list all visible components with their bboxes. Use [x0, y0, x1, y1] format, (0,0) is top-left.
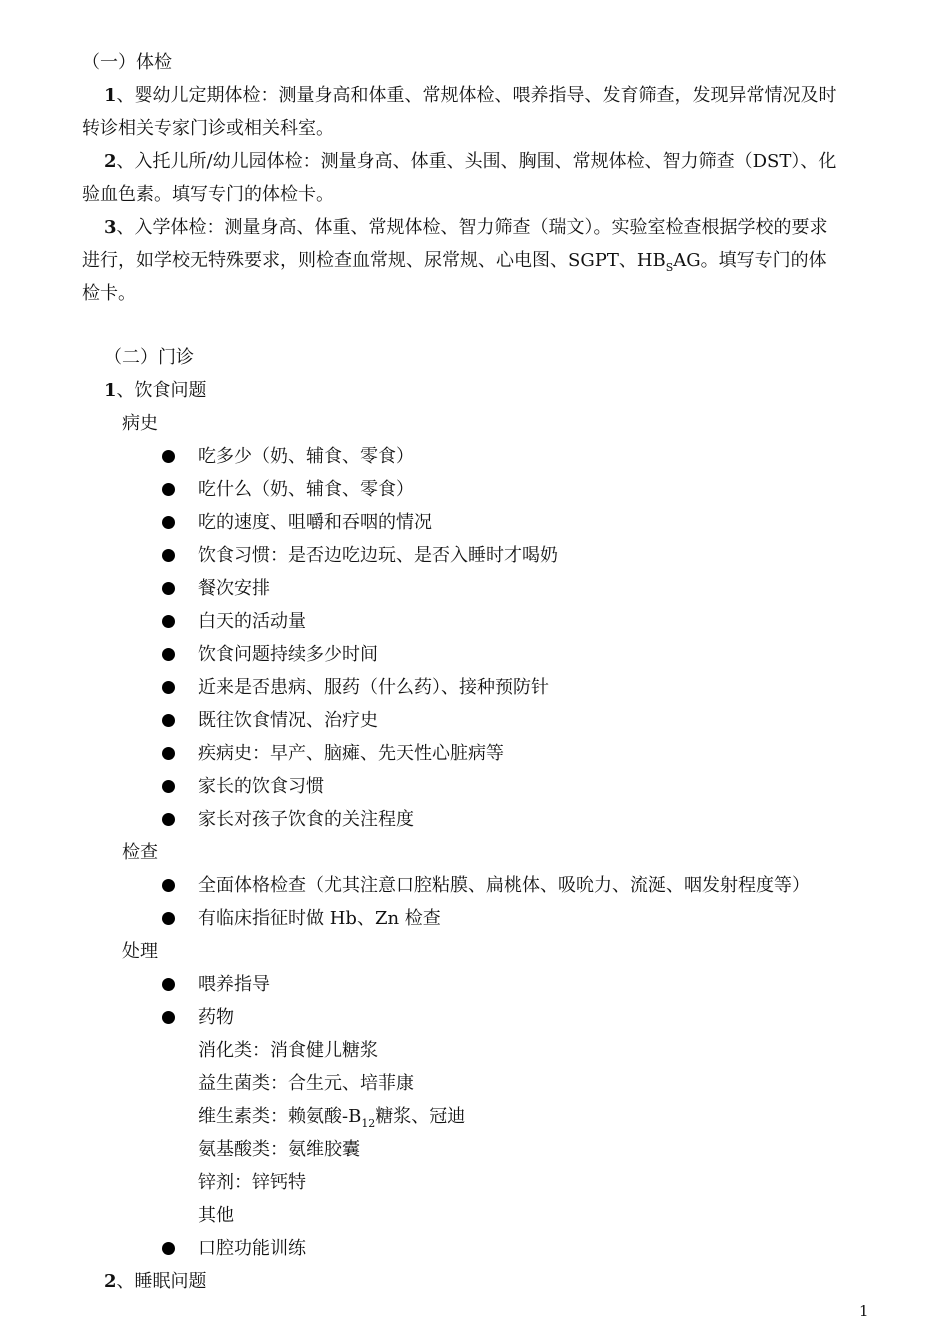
list-item: 餐次安排 [198, 578, 270, 599]
bullet-icon [162, 648, 175, 661]
treat-label: 处理 [122, 941, 158, 962]
bullet-icon [162, 516, 175, 529]
bullet-icon [162, 780, 175, 793]
bullet-icon [162, 549, 175, 562]
list-item: 饮食习惯：是否边吃边玩、是否入睡时才喝奶 [198, 545, 558, 566]
section2-item2-title: 2、睡眠问题 [104, 1271, 207, 1292]
list-item: 饮食问题持续多少时间 [198, 644, 378, 665]
list-item: 白天的活动量 [198, 611, 306, 632]
bullet-icon [162, 1011, 175, 1024]
list-item: 吃什么（奶、辅食、零食） [198, 479, 414, 500]
history-label: 病史 [122, 413, 158, 434]
bullet-icon [162, 714, 175, 727]
bullet-icon [162, 747, 175, 760]
list-item: 吃的速度、咀嚼和吞咽的情况 [198, 512, 432, 533]
exam-label: 检查 [122, 842, 158, 863]
list-item: 喂养指导 [198, 974, 270, 995]
drug-other: 其他 [198, 1205, 234, 1226]
drug-digestive: 消化类：消食健儿糖浆 [198, 1040, 378, 1061]
bullet-icon [162, 450, 175, 463]
list-item: 近来是否患病、服药（什么药）、接种预防针 [198, 677, 549, 698]
section2-heading: （二）门诊 [104, 347, 194, 368]
bullet-icon [162, 879, 175, 892]
section1-item3-line2: 进行，如学校无特殊要求，则检查血常规、尿常规、心电图、SGPT、$HB_SAG$。填写专门的体 [82, 250, 827, 274]
section1-item3-line3: 检卡。 [82, 283, 136, 304]
section2-item1-title: 1、饮食问题 [104, 380, 207, 401]
bullet-icon [162, 978, 175, 991]
section1-item2-line1: 2、入托儿所/幼儿园体检：测量身高、体重、头围、胸围、常规体检、智力筛查（DST）、化 [104, 151, 837, 172]
list-item: 疾病史：早产、脑瘫、先天性心脏病等 [198, 743, 504, 764]
list-item: 既往饮食情况、治疗史 [198, 710, 378, 731]
bullet-icon [162, 615, 175, 628]
bullet-icon [162, 813, 175, 826]
list-item: 有临床指征时做 Hb、Zn 检查 [198, 908, 441, 929]
bullet-icon [162, 1242, 175, 1255]
section1-item2-line2: 验血色素。填写专门的体检卡。 [82, 184, 334, 205]
section1-item3-line1: 3、入学体检：测量身高、体重、常规体检、智力筛查（瑞文）。实验室检查根据学校的要求 [104, 217, 828, 238]
section1-heading: （一）体检 [82, 52, 172, 73]
drug-zinc: 锌剂：锌钙特 [198, 1172, 306, 1193]
drug-probiotic: 益生菌类：合生元、培菲康 [198, 1073, 414, 1094]
list-item: 吃多少（奶、辅食、零食） [198, 446, 414, 467]
bullet-icon [162, 912, 175, 925]
section1-item1-line1: 1、婴幼儿定期体检：测量身高和体重、常规体检、喂养指导、发育筛查，发现异常情况及时 [104, 85, 837, 106]
drug-amino: 氨基酸类：氨维胶囊 [198, 1139, 360, 1160]
bullet-icon [162, 483, 175, 496]
drug-vitamin: 维生素类：赖氨酸$-B_{12}$糖浆、冠迪 [198, 1106, 466, 1130]
list-item: 家长对孩子饮食的关注程度 [198, 809, 414, 830]
bullet-icon [162, 582, 175, 595]
oral-training-item: 口腔功能训练 [198, 1238, 306, 1259]
section1-item1-line2: 转诊相关专家门诊或相关科室。 [82, 118, 334, 139]
bullet-icon [162, 681, 175, 694]
list-item: 药物 [198, 1007, 234, 1028]
page-number: 1 [859, 1302, 869, 1320]
list-item: 全面体格检查（尤其注意口腔粘膜、扁桃体、吸吮力、流涎、咽发射程度等） [198, 875, 810, 896]
list-item: 家长的饮食习惯 [198, 776, 324, 797]
